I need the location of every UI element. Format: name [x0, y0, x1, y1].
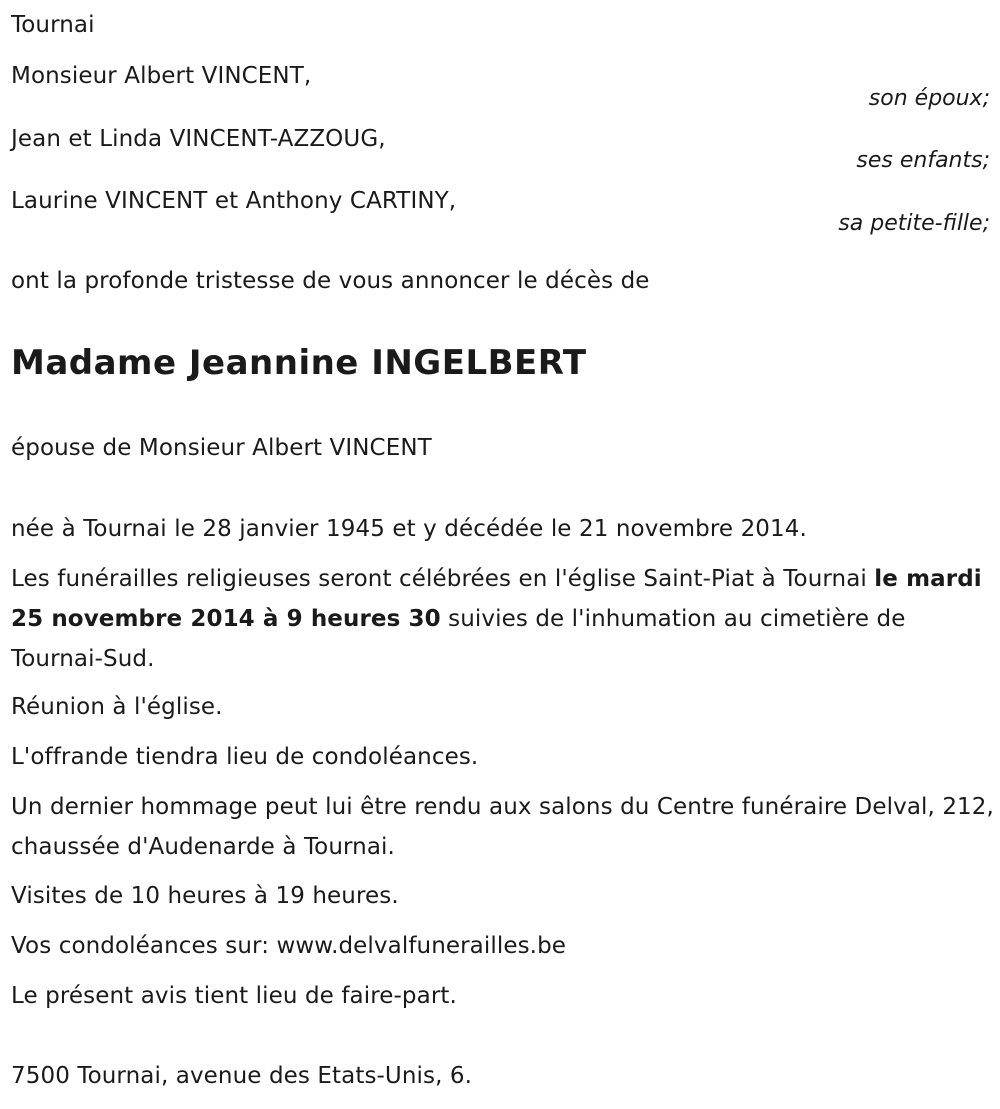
address-line: 7500 Tournai, avenue des Etats-Unis, 6. [11, 1063, 473, 1089]
funeral-date-time: le mardi 25 novembre 2014 à 9 heures 30 [11, 566, 982, 632]
deceased-name: Madame Jeannine INGELBERT [11, 343, 587, 383]
family-member-role: ses enfants; [856, 148, 990, 173]
city-header: Tournai [11, 12, 95, 38]
spouse-line: épouse de Monsieur Albert VINCENT [11, 435, 432, 461]
funeral-paragraph [11, 559, 996, 679]
meeting-line: Réunion à l'église. [11, 694, 223, 720]
family-member-role: son époux; [868, 86, 990, 111]
family-member-role: sa petite-fille; [838, 211, 990, 236]
birth-death-line: née à Tournai le 28 janvier 1945 et y décédée le 21 novembre 2014. [11, 516, 807, 542]
notice-line: Le présent avis tient lieu de faire-part. [11, 983, 457, 1009]
offering-line: L'offrande tiendra lieu de condoléances. [11, 744, 479, 770]
announcement-text: ont la profonde tristesse de vous annoncer le décès de [11, 268, 650, 294]
condolences-line: Vos condoléances sur: www.delvalfunerailles.be [11, 933, 567, 959]
family-member-name: Jean et Linda VINCENT-AZZOUG, [11, 126, 386, 152]
tribute-paragraph: Un dernier hommage peut lui être rendu aux salons du Centre funéraire Delval, 212, chaussée d'Audenarde à Tournai. [11, 794, 994, 860]
funeral-outro: suivies de l'inhumation au cimetière de Tournai-Sud. [11, 606, 906, 672]
funeral-intro: Les funérailles religieuses seront célébrées en l'église Saint-Piat à Tournai [11, 566, 875, 592]
family-member-name: Laurine VINCENT et Anthony CARTINY, [11, 188, 457, 214]
visits-line: Visites de 10 heures à 19 heures. [11, 883, 399, 909]
family-member-name: Monsieur Albert VINCENT, [11, 63, 312, 89]
